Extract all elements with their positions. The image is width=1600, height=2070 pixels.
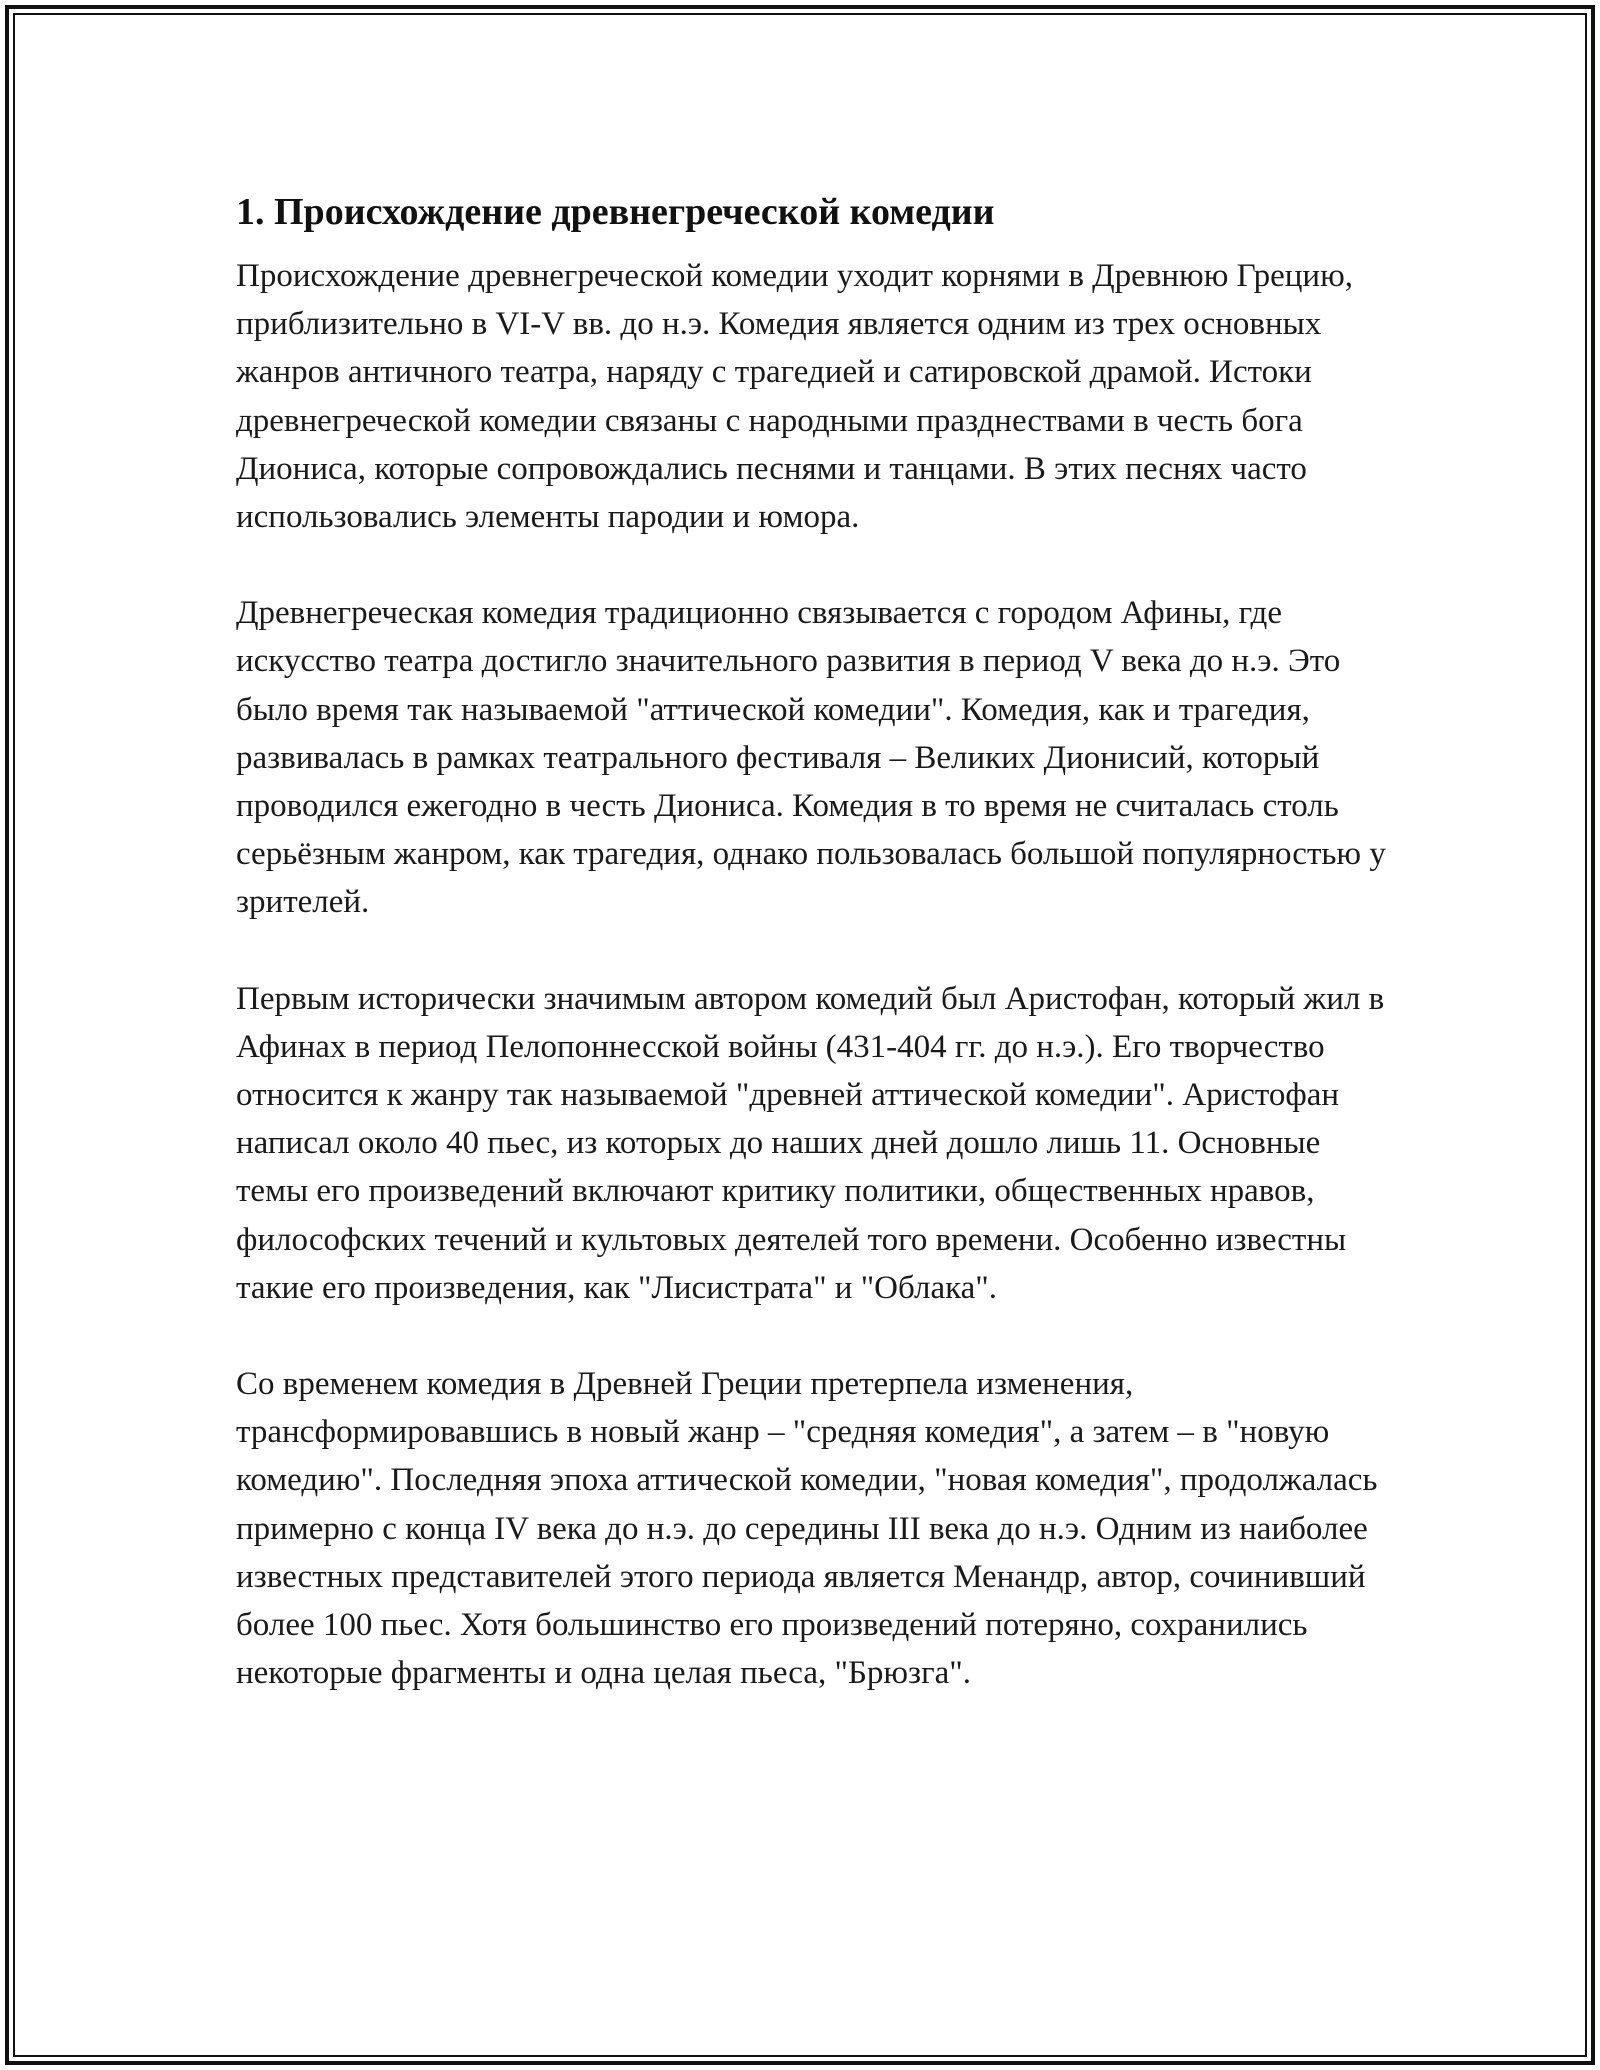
paragraph-new-comedy: Со временем комедия в Древней Греции претерпела изменения, трансформировавшись в новый жанр – "средняя комедия", а затем – в "новую комедию". Последняя эпоха аттической комедии, "новая комедия", продолжалась примерно с конца IV века до н.э. до середины III века до н.э. Одним из наиболее известных представителей этого периода является Менандр, автор, сочинивший более 100 пьес. Хотя большинство его произведений потеряно, сохранились некоторые фрагменты и одна целая пьеса, "Брюзга". xyxy=(236,1366,1378,1692)
section-heading: 1. Происхождение древнегреческой комедии xyxy=(236,191,995,233)
paragraph-origins: Происхождение древнегреческой комедии уходит корнями в Древнюю Грецию, приблизительно в VI-V вв. до н.э. Комедия является одним из трех основных жанров античного театра, наряду с трагедией и сатировской драмой. Истоки древнегреческой комедии связаны с народными празднествами в честь бога Диониса, которые сопровождались песнями и танцами. В этих песнях часто использовались элементы пародии и юмора. xyxy=(236,258,1353,536)
document-body xyxy=(236,186,1386,1697)
paragraph-athens: Древнегреческая комедия традиционно связывается с городом Афины, где искусство театра достигло значительного развития в период V века до н.э. Это было время так называемой "аттической комедии". Комедия, как и трагедия, развивалась в рамках театрального фестиваля – Великих Дионисий, который проводился ежегодно в честь Диониса. Комедия в то время не считалась столь серьёзным жанром, как трагедия, однако пользовалась большой популярностью у зрителей. xyxy=(236,595,1386,921)
paragraph-aristophanes: Первым исторически значимым автором комедий был Аристофан, который жил в Афинах в период Пелопоннесской войны (431-404 гг. до н.э.). Его творчество относится к жанру так называемой "древней аттической комедии". Аристофан написал около 40 пьес, из которых до наших дней дошло лишь 11. Основные темы его произведений включают критику политики, общественных нравов, философских течений и культовых деятелей того времени. Особенно известны такие его произведения, как "Лисистрата" и "Облака". xyxy=(236,980,1385,1306)
